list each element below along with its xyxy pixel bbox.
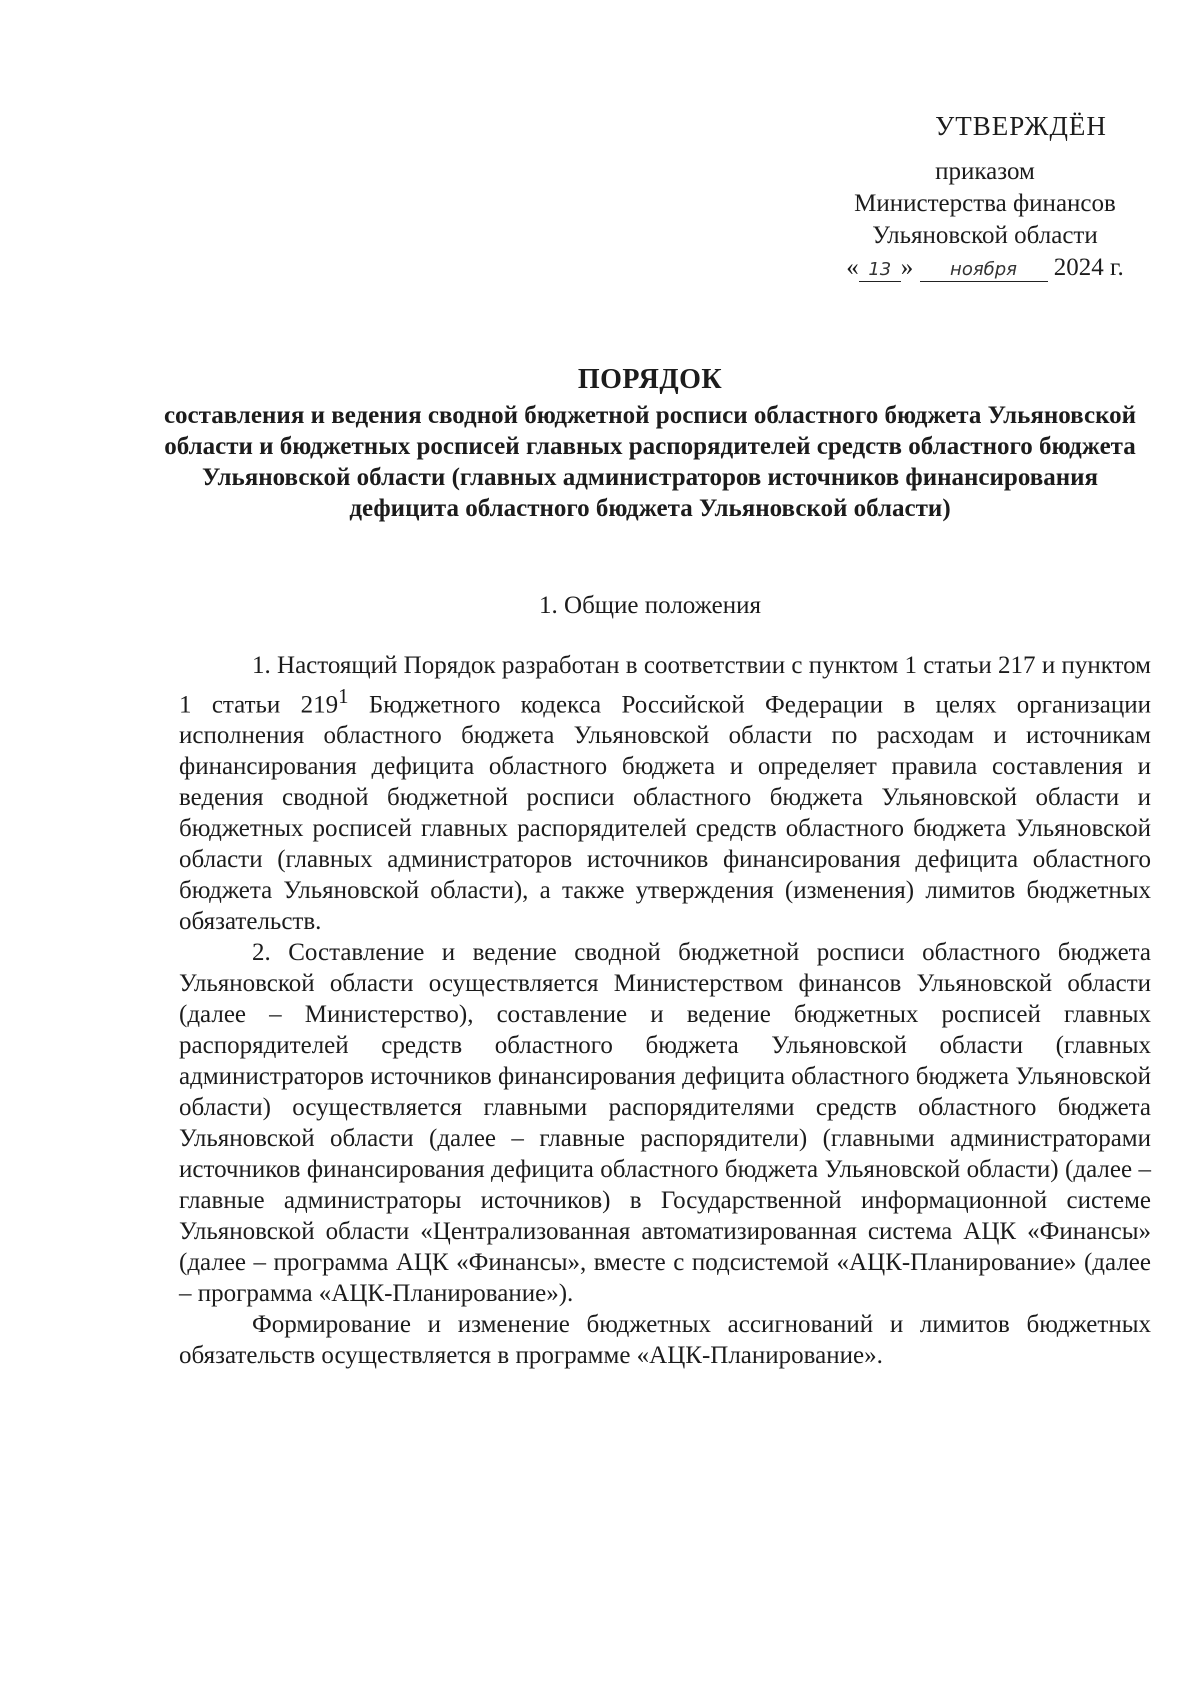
paragraph-3: Формирование и изменение бюджетных ассигнований и лимитов бюджетных обязательств осуществляется в программе «АЦК-Планирование». [179,1311,1151,1370]
date-close-quote: » [900,254,914,281]
paragraph-1-end: Бюджетного кодекса Российской Федерации в целях организации исполнения областного бюджета Ульяновской области по расходам и источникам финансирования дефицита областного бюджета и определяет правила составления и ведения сводной бюджетной росписи областного бюджета Ульяновской области и бюджетных росписей главных распорядителей средств областного бюджета Ульяновской области (главных администраторов источников финансирования дефицита областного бюджета Ульяновской области), а также утверждения (изменения) лимитов бюджетных обязательств. [179,691,1151,936]
approval-line-1: приказом [935,158,1035,185]
document-title: ПОРЯДОК [577,364,723,395]
approval-block [820,156,1150,284]
approval-line-2: Министерства финансов [854,190,1116,217]
document-subtitle: составления и ведения сводной бюджетной росписи областного бюджета Ульяновской области и бюджетных росписей главных распорядителей средств областного бюджета Ульяновской области (главных администраторов источников финансирования дефицита областного бюджета Ульяновской области) [163,402,1137,522]
date-year: 2024 г. [1053,254,1124,281]
body-text [179,650,1151,1371]
document-title-block [150,362,1150,524]
approval-stamp [820,110,1150,284]
approval-date [820,252,1150,284]
approval-line-3: Ульяновской области [872,222,1098,249]
paragraph-1-superscript: 1 [338,684,349,708]
paragraph-1-start: 1. Настоящий Порядок разработан в соответствии с пунктом 1 статьи 217 и пунктом 1 статьи 219 [179,652,1151,719]
paragraph-1 [179,650,1151,937]
section-heading: 1. Общие положения [539,592,761,619]
paragraph-2: 2. Составление и ведение сводной бюджетной росписи областного бюджета Ульяновской области осуществляется Министерством финансов Ульяновской области (далее – Министерство), составление и ведение бюджетных росписей главных распорядителей средств областного бюджета Ульяновской области (главных администраторов источников финансирования дефицита областного бюджета Ульяновской области) осуществляется главными распорядителями средств областного бюджета Ульяновской области (далее – главные распорядители) (главными администраторами источников финансирования дефицита областного бюджета Ульяновской области) (далее – главные администраторы источников) в Государственной информационной системе Ульяновской области «Централизованная автоматизированная система АЦК «Финансы» (далее – программа АЦК «Финансы», вместе с подсистемой «АЦК-Планирование» (далее – программа «АЦК-Планирование»). [179,939,1151,1308]
date-month-handwritten: ноября [920,259,1048,282]
approved-heading: УТВЕРЖДЁН [935,111,1107,141]
date-day-handwritten: 13 [859,259,901,282]
date-open-quote: « [846,254,859,281]
